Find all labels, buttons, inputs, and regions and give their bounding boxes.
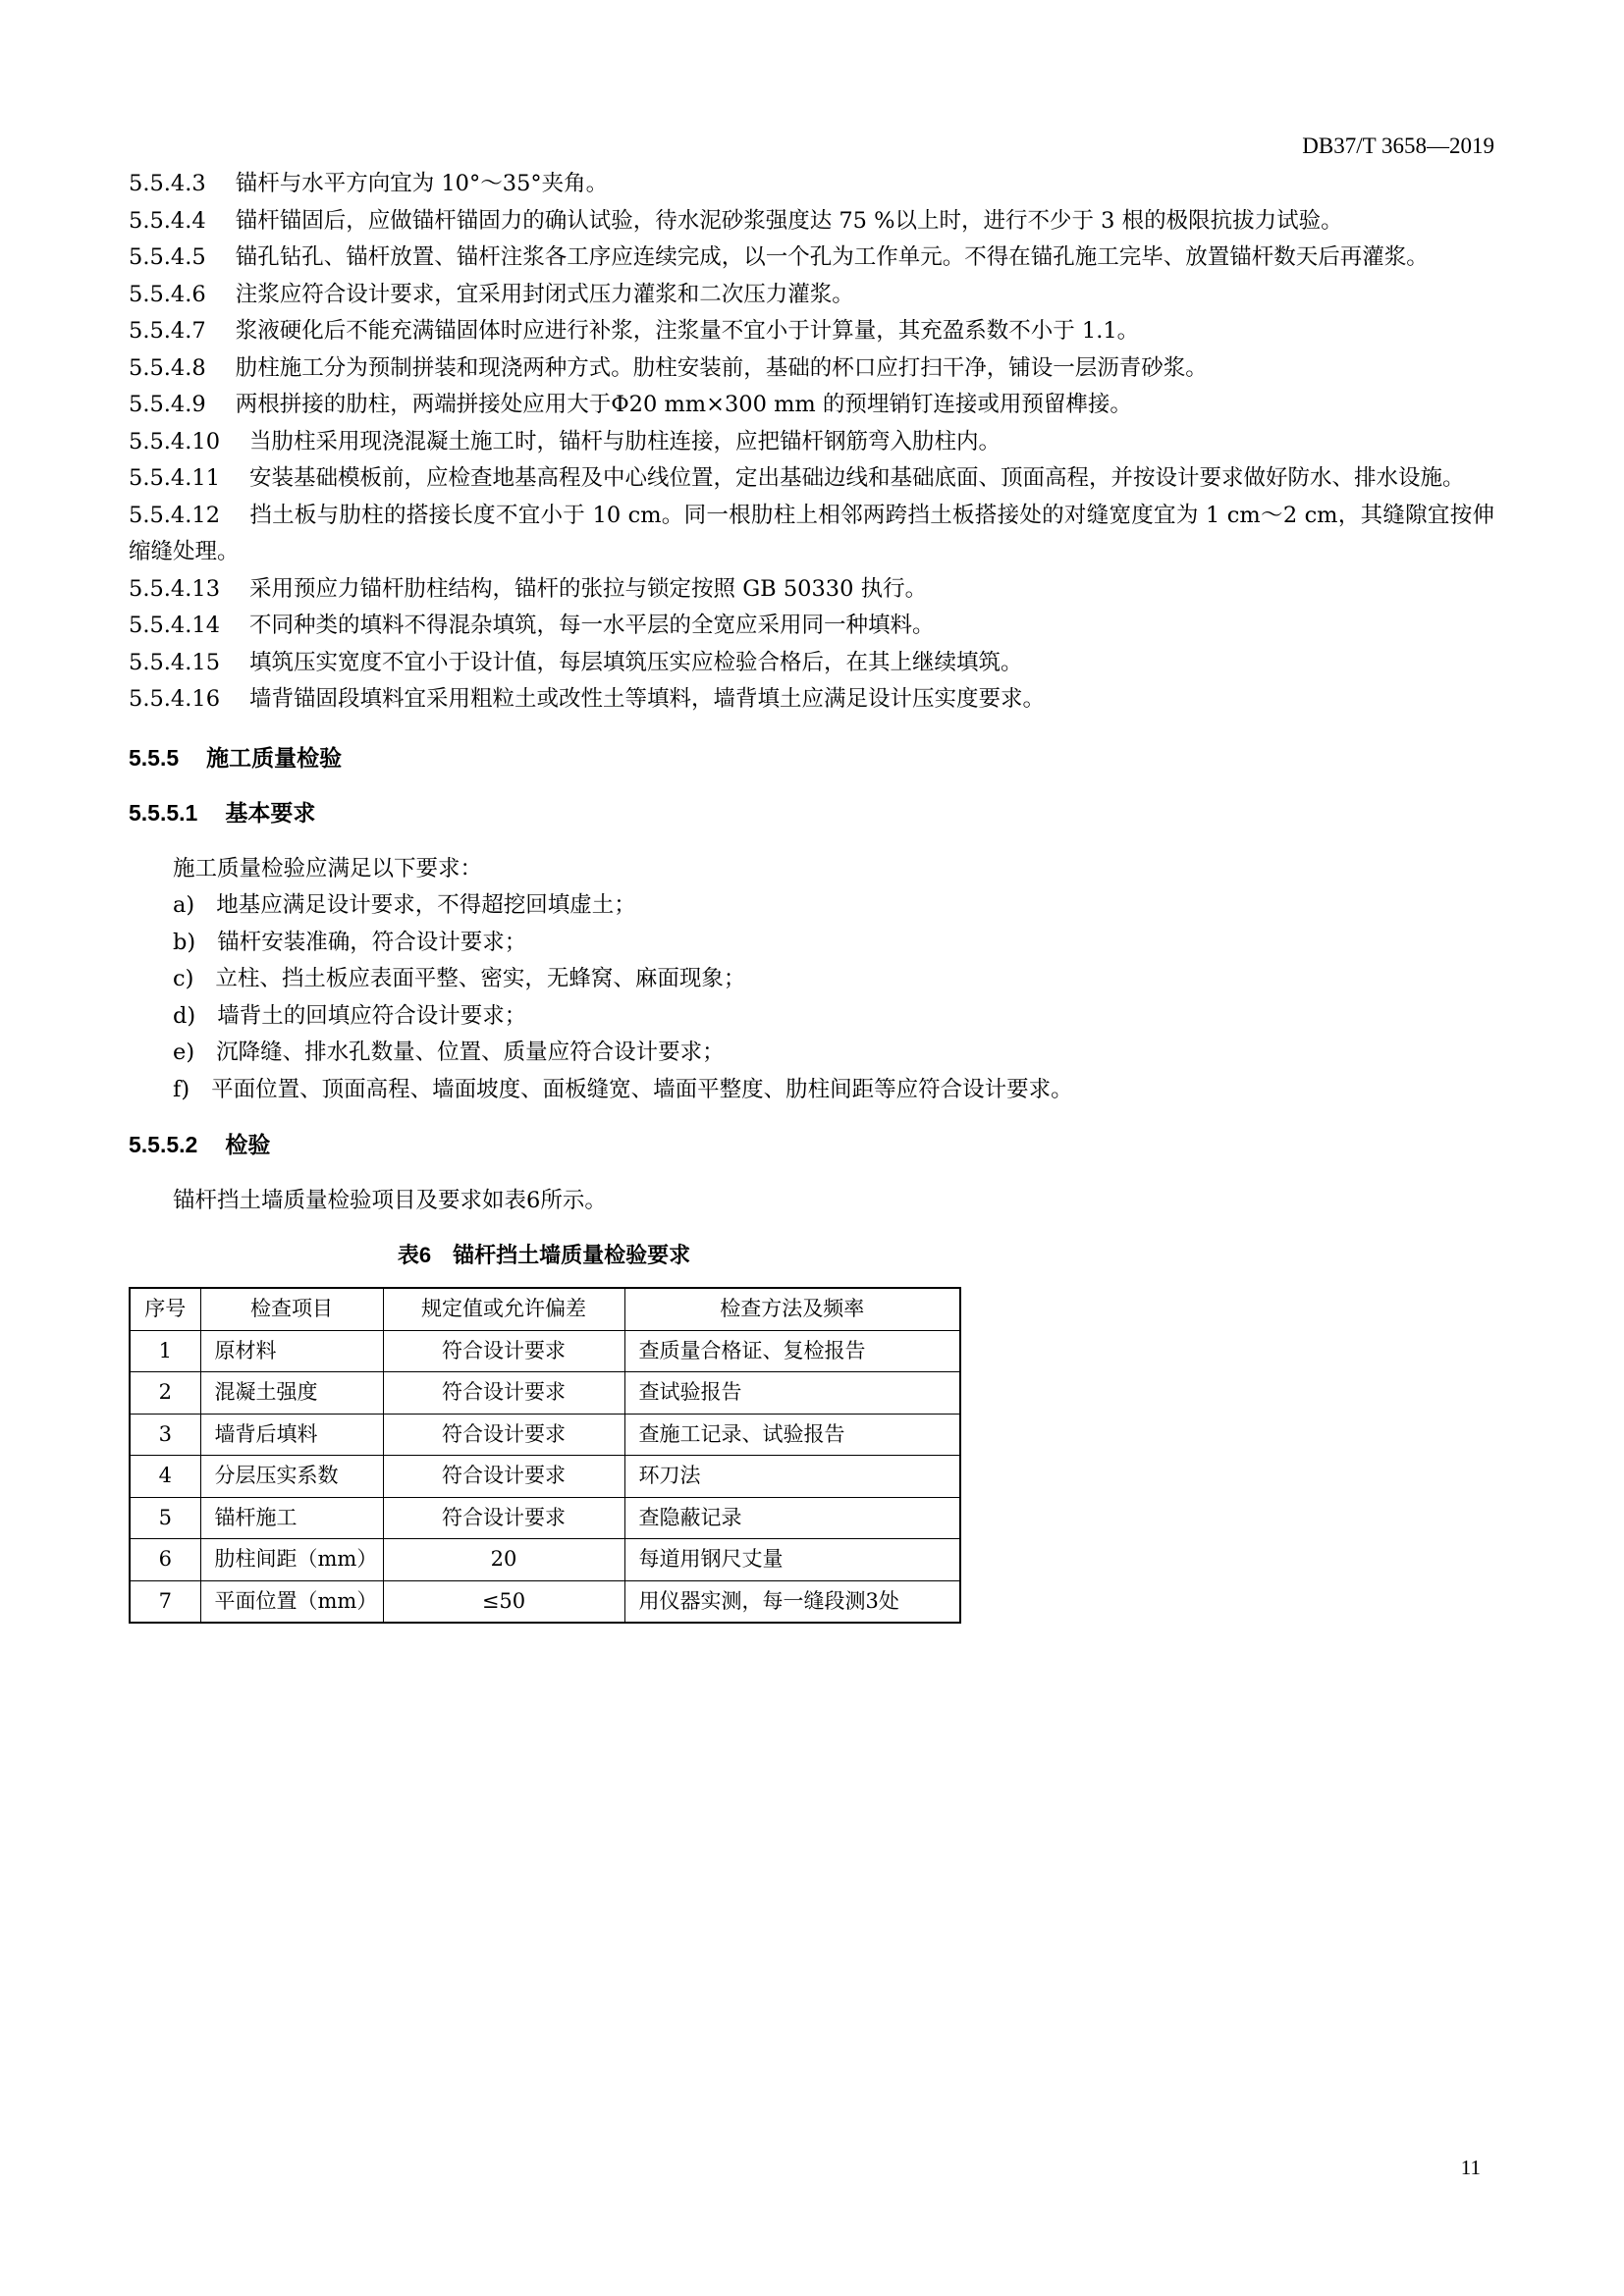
clause-text: 挡土板与肋柱的搭接长度不宜小于 10 cm。同一根肋柱上相邻两跨挡土板搭接处的对缝宽度宜为 1 cm～2 cm，其缝隙宜按伸缩缝处理。 [129, 502, 1494, 564]
clause-number: 5.5.4.4 [129, 207, 206, 234]
table-cell: 3 [130, 1414, 200, 1456]
body-text [129, 166, 1494, 1624]
list-item [129, 1072, 1494, 1109]
clause [129, 203, 1494, 240]
list-item [129, 998, 1494, 1036]
clause-number: 5.5.4.6 [129, 281, 206, 307]
clause-number: 5.5.4.8 [129, 354, 206, 381]
table-cell: 符合设计要求 [383, 1330, 624, 1372]
table-cell: 符合设计要求 [383, 1372, 624, 1415]
table-cell: 用仪器实测，每一缝段测3处 [624, 1580, 960, 1623]
clause-text: 采用预应力锚杆肋柱结构，锚杆的张拉与锁定按照 GB 50330 执行。 [249, 575, 928, 602]
clause [129, 571, 1494, 609]
table-cell: 7 [130, 1580, 200, 1623]
table-row [130, 1539, 960, 1581]
table-header-cell: 序号 [130, 1288, 200, 1330]
table6-quality-inspection [129, 1287, 961, 1624]
table-cell: 混凝土强度 [200, 1372, 383, 1415]
clause [129, 313, 1494, 350]
list-item [129, 961, 1494, 998]
table-cell: 6 [130, 1539, 200, 1581]
clause-text: 两根拼接的肋柱，两端拼接处应用大于Φ20 mm×300 mm 的预埋销钉连接或用预留榫接。 [235, 392, 1132, 417]
table-header-cell: 规定值或允许偏差 [383, 1288, 624, 1330]
section-number: 5.5.5 [129, 744, 180, 771]
table6-caption: 表6 锚杆挡土墙质量检验要求 [397, 1243, 691, 1267]
table6-section [129, 1237, 959, 1624]
table-cell: 符合设计要求 [383, 1497, 624, 1539]
clause-text: 浆液硬化后不能充满锚固体时应进行补浆，注浆量不宜小于计算量，其充盈系数不小于 1.1。 [235, 318, 1140, 344]
list-text: 锚杆安装准确，符合设计要求； [217, 929, 527, 955]
table-cell: 4 [130, 1456, 200, 1498]
clause-text: 注浆应符合设计要求，宜采用封闭式压力灌浆和二次压力灌浆。 [235, 281, 854, 307]
clause-number: 5.5.4.14 [129, 613, 221, 638]
clause [129, 166, 1494, 203]
section-number: 5.5.5.1 [129, 800, 198, 826]
table-header-row [130, 1288, 960, 1330]
list-text: 地基应满足设计要求，不得超挖回填虚土； [216, 892, 636, 918]
table-row [130, 1372, 960, 1415]
clause-text: 安装基础模板前，应检查地基高程及中心线位置，定出基础边线和基础底面、顶面高程，并按设计要求做好防水、排水设施。 [249, 465, 1465, 491]
requirements-intro: 施工质量检验应满足以下要求： [173, 855, 483, 881]
clause-number: 5.5.4.16 [129, 686, 221, 712]
list-label: a) [173, 892, 195, 918]
list-text: 沉降缝、排水孔数量、位置、质量应符合设计要求； [216, 1040, 725, 1065]
list-text: 平面位置、顶面高程、墙面坡度、面板缝宽、墙面平整度、肋柱间距等应符合设计要求。 [211, 1076, 1073, 1102]
clause-text: 锚孔钻孔、锚杆放置、锚杆注浆各工序应连续完成，以一个孔为工作单元。不得在锚孔施工完毕、放置锚杆数天后再灌浆。 [235, 244, 1429, 270]
table-row [130, 1330, 960, 1372]
table-cell: 查隐蔽记录 [624, 1497, 960, 1539]
clause-text: 填筑压实宽度不宜小于设计值，每层填筑压实应检验合格后，在其上继续填筑。 [249, 649, 1023, 675]
list-label: e) [173, 1040, 195, 1065]
table-cell: 查施工记录、试验报告 [624, 1414, 960, 1456]
section-heading-5-5-5 [129, 740, 1494, 777]
list-label: d) [173, 1002, 196, 1029]
clause-number: 5.5.4.12 [129, 502, 221, 528]
clause-number: 5.5.4.9 [129, 392, 206, 417]
table-header-cell: 检查项目 [200, 1288, 383, 1330]
doc-number: DB37/T 3658—2019 [1302, 133, 1494, 158]
table-cell: 符合设计要求 [383, 1456, 624, 1498]
section-title: 施工质量检验 [206, 744, 343, 771]
page-number: 11 [1460, 2156, 1481, 2179]
table-intro: 锚杆挡土墙质量检验项目及要求如表6所示。 [173, 1187, 607, 1213]
clause-text: 墙背锚固段填料宜采用粗粒土或改性土等填料，墙背填土应满足设计压实度要求。 [249, 686, 1046, 712]
table-cell: 平面位置（mm） [200, 1580, 383, 1623]
clause [129, 277, 1494, 314]
table-row [130, 1497, 960, 1539]
clause-text: 当肋柱采用现浇混凝土施工时，锚杆与肋柱连接，应把锚杆钢筋弯入肋柱内。 [249, 428, 1001, 454]
clause-number: 5.5.4.5 [129, 244, 206, 270]
table-cell: 原材料 [200, 1330, 383, 1372]
list-label: f) [173, 1076, 190, 1102]
list-text: 墙背土的回填应符合设计要求； [217, 1002, 527, 1029]
clause [129, 424, 1494, 461]
table-cell: 锚杆施工 [200, 1497, 383, 1539]
table-cell: 查试验报告 [624, 1372, 960, 1415]
requirements-list [129, 887, 1494, 1108]
table-cell: ≤50 [383, 1580, 624, 1623]
table-row [130, 1414, 960, 1456]
section-title: 基本要求 [225, 800, 316, 826]
clause-number: 5.5.4.13 [129, 575, 221, 602]
table-cell: 分层压实系数 [200, 1456, 383, 1498]
clause-text: 锚杆与水平方向宜为 10°～35°夹角。 [235, 171, 609, 196]
clause-number: 5.5.4.3 [129, 171, 206, 196]
table-cell: 墙背后填料 [200, 1414, 383, 1456]
list-label: c) [173, 966, 194, 991]
list-item [129, 1035, 1494, 1072]
table-header-cell: 检查方法及频率 [624, 1288, 960, 1330]
table-cell: 符合设计要求 [383, 1414, 624, 1456]
section-title: 检验 [225, 1132, 271, 1157]
section-number: 5.5.5.2 [129, 1132, 198, 1157]
list-label: b) [173, 929, 196, 955]
clause-number: 5.5.4.7 [129, 318, 206, 344]
clause [129, 645, 1494, 682]
clause-number: 5.5.4.10 [129, 428, 221, 454]
table-cell: 2 [130, 1372, 200, 1415]
clause [129, 460, 1494, 498]
list-item [129, 887, 1494, 925]
table-cell: 20 [383, 1539, 624, 1581]
clause-number: 5.5.4.15 [129, 649, 221, 675]
table-row [130, 1456, 960, 1498]
table-row [130, 1580, 960, 1623]
section-heading-5-5-5-2 [129, 1127, 1494, 1164]
clause [129, 240, 1494, 277]
clause-text: 锚杆锚固后，应做锚杆锚固力的确认试验，待水泥砂浆强度达 75 %以上时，进行不少于 3 根的极限抗拔力试验。 [235, 207, 1343, 234]
clause [129, 350, 1494, 388]
table-cell: 环刀法 [624, 1456, 960, 1498]
table-cell: 查质量合格证、复检报告 [624, 1330, 960, 1372]
table-cell: 肋柱间距（mm） [200, 1539, 383, 1581]
list-text: 立柱、挡土板应表面平整、密实，无蜂窝、麻面现象； [215, 966, 746, 991]
clause [129, 498, 1494, 571]
clause [129, 387, 1494, 424]
clause-text: 不同种类的填料不得混杂填筑，每一水平层的全宽应采用同一种填料。 [249, 613, 935, 638]
clause-number: 5.5.4.11 [129, 465, 221, 491]
clause [129, 608, 1494, 645]
list-item [129, 925, 1494, 962]
table-cell: 每道用钢尺丈量 [624, 1539, 960, 1581]
section-heading-5-5-5-1 [129, 795, 1494, 832]
clause [129, 681, 1494, 719]
page-content [129, 0, 1494, 1624]
clause-text: 肋柱施工分为预制拼装和现浇两种方式。肋柱安装前，基础的杯口应打扫干净，铺设一层沥青砂浆。 [235, 354, 1208, 381]
table-cell: 1 [130, 1330, 200, 1372]
table-cell: 5 [130, 1497, 200, 1539]
